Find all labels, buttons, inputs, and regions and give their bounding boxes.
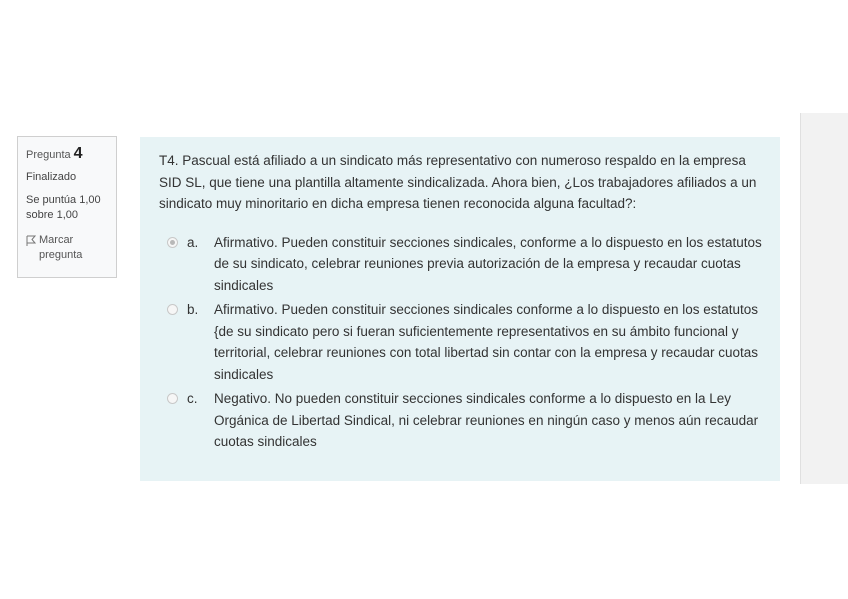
grade-line-2: sobre 1,00 — [26, 209, 78, 221]
flag-label-line-1: Marcar — [39, 234, 74, 246]
answer-option-c[interactable] — [159, 388, 762, 453]
answer-letter: b. — [187, 302, 199, 317]
question-content — [140, 137, 780, 481]
flag-label-line-2: pregunta — [39, 249, 83, 261]
answer-option-a[interactable] — [159, 232, 762, 297]
question-grade — [26, 193, 108, 223]
radio-b[interactable] — [167, 304, 178, 315]
answer-text: Afirmativo. Pueden constituir secciones sindicales conforme a lo dispuesto en los estatutos {de su sindicato pero si fueran suficientemente representativos en su ámbito funcional y territorial, celebrar reuniones con total libertad sin contar con la empresa y recaudar cuotas sindicales — [214, 302, 759, 382]
question-number — [26, 145, 108, 163]
answer-option-b[interactable] — [159, 299, 762, 385]
question-label: Pregunta — [26, 149, 71, 161]
flag-icon — [26, 235, 36, 246]
question-state: Finalizado — [26, 171, 77, 183]
question-text: T4. Pascual está afiliado a un sindicato más representativo con numeroso respaldo en la empresa SID SL, que tiene una plantilla altamente sindicalizada. Ahora bien, ¿Los trabajadores afiliados a un sindicato muy minoritario en dicha empresa tienen reconocida alguna facultad?: — [159, 153, 757, 211]
question-number-value: 4 — [73, 145, 83, 162]
answer-letter: c. — [187, 391, 198, 406]
answer-text: Negativo. No pueden constituir secciones sindicales conforme a lo dispuesto en la Ley Orgánica de Libertad Sindical, ni celebrar reuniones en ningún caso y menos aún recaudar cuotas sindicales — [214, 391, 759, 449]
radio-c[interactable] — [167, 393, 178, 404]
grade-line-1: Se puntúa 1,00 — [26, 194, 101, 206]
question-info-panel — [17, 136, 117, 278]
radio-a[interactable] — [167, 237, 178, 248]
answer-list — [159, 232, 762, 453]
flag-question-button[interactable] — [26, 233, 108, 263]
answer-text: Afirmativo. Pueden constituir secciones sindicales, conforme a lo dispuesto en los estatutos de su sindicato, celebrar reuniones previa autorización de la empresa y recaudar cuotas sindicales — [214, 234, 762, 293]
answer-letter: a. — [187, 234, 199, 250]
side-panel — [800, 113, 848, 484]
